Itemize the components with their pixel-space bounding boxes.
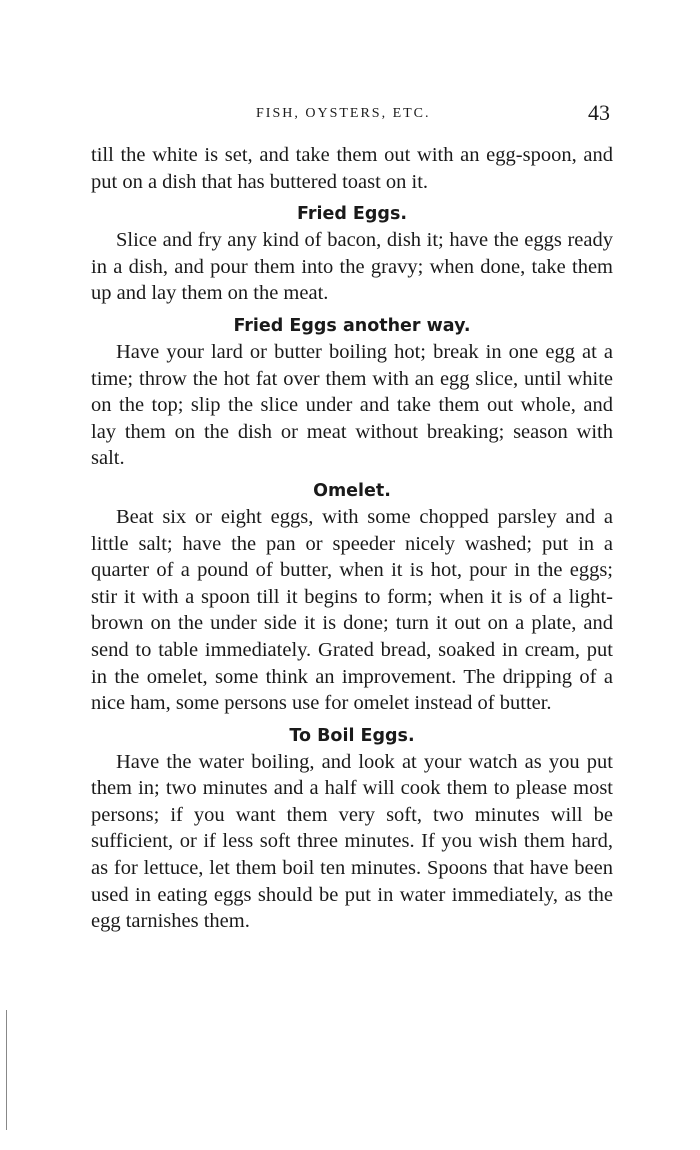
running-title: FISH, OYSTERS, ETC. [256,106,431,121]
section-text-fried-eggs: Slice and fry any kind of bacon, dish it; have the eggs ready in a dish, and pour them into the gravy; when done, take them up and lay them on the meat. [91,229,613,305]
page-number: 43 [588,100,610,125]
section-text-to-boil-eggs: Have the water boiling, and look at your watch as you put them in; two minutes and a half will cook them to please most persons; if you want them very soft, two minutes will be sufficient, or if less soft three minutes. If you wish them hard, as for lettuce, let them boil ten minutes. Spoons that have been used in eating eggs should be put in water immediately, as the egg tarnishes them. [91,750,613,933]
running-head [0,100,700,130]
section-heading-omelet: Omelet. [313,480,391,501]
scan-margin-mark [6,1010,7,1130]
section-heading-fried-eggs: Fried Eggs. [296,204,408,225]
section-heading-fried-eggs-another-way: Fried Eggs another way. [233,315,471,336]
page-body [91,142,613,935]
continuation-paragraph: till the white is set, and take them out with an egg-spoon, and put on a dish that has buttered toast on it. [91,144,613,193]
section-text-omelet: Beat six or eight eggs, with some chopped parsley and a little salt; have the pan or speeder nicely washed; put in a quarter of a pound of butter, when it is hot, pour in the eggs; stir it with a spoon till it begins to form; when it is of a light-brown on the under side it is done; turn it out on a plate, and send to table immediately. Grated bread, soaked in cream, put in the omelet, some think an improvement. The dripping of a nice ham, some persons use for omelet instead of butter. [91,505,613,715]
section-heading-to-boil-eggs: To Boil Eggs. [289,725,415,746]
section-text-fried-eggs-another-way: Have your lard or butter boiling hot; break in one egg at a time; throw the hot fat over them with an egg slice, until white on the top; slip the slice under and take them out whole, and lay them on the dish or meat without breaking; season with salt. [91,340,613,470]
